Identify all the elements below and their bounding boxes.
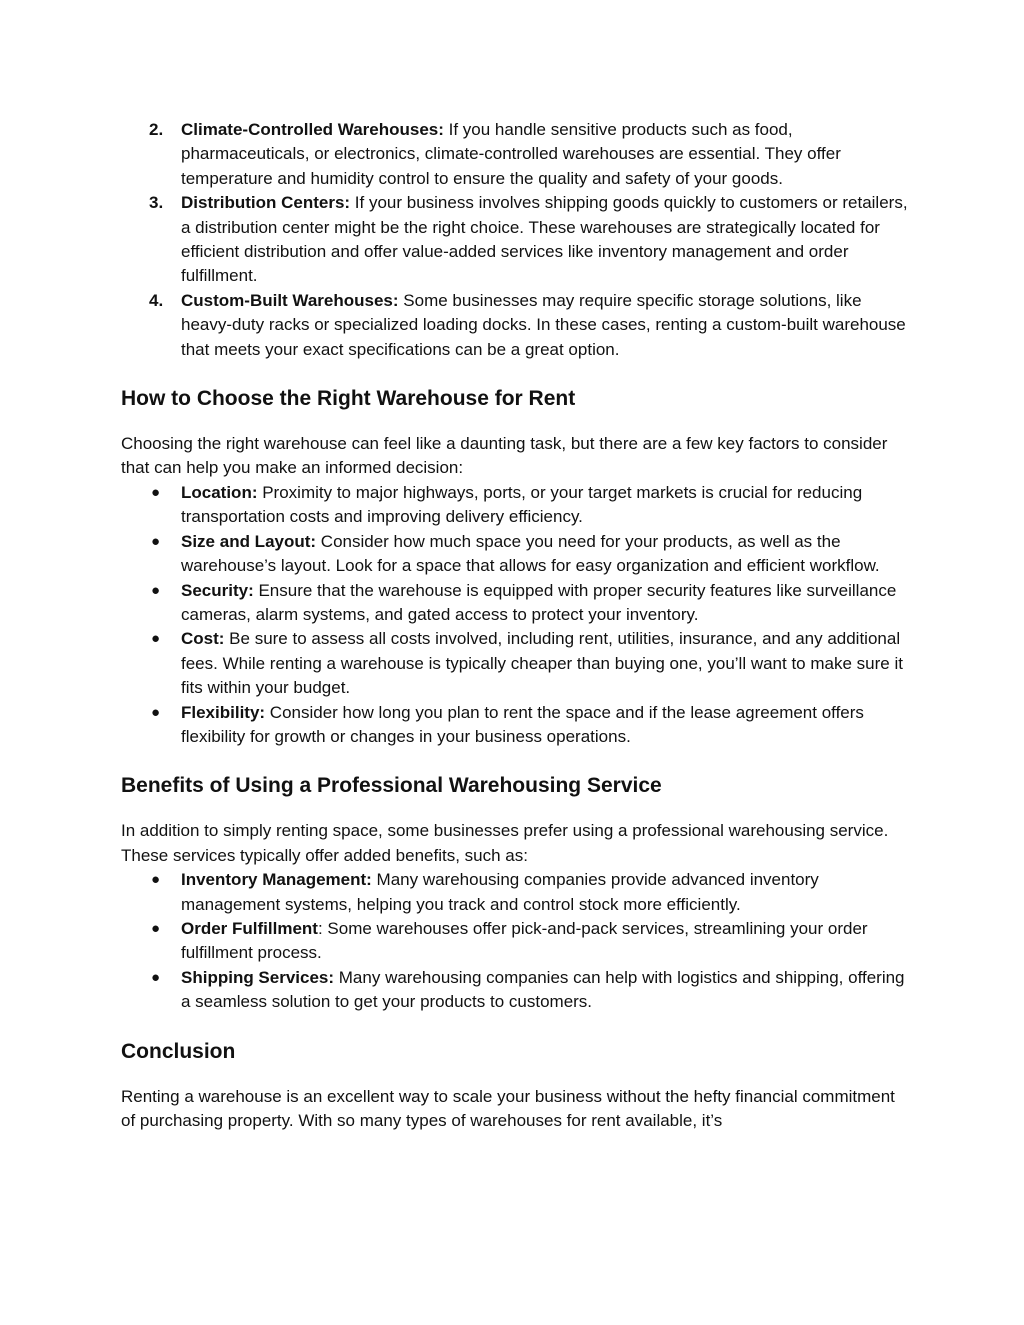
factors-list xyxy=(121,481,911,749)
list-item-term: Inventory Management: xyxy=(181,870,372,890)
list-number: 3. xyxy=(149,193,164,213)
list-item xyxy=(121,701,911,750)
bullet-icon: ● xyxy=(151,871,161,889)
list-item-text: Many warehousing companies provide advanced inventory management systems, helping you track and control stock more efficiently. xyxy=(181,870,819,914)
list-item-term: Order Fulfillment xyxy=(181,918,318,938)
bullet-icon: ● xyxy=(151,483,161,501)
section-heading-conclusion: Conclusion xyxy=(121,1039,236,1063)
bullet-icon: ● xyxy=(151,532,161,550)
section-intro-benefits: In addition to simply renting space, some businesses prefer using a professional warehousing service. These services typically offer added benefits, such as: xyxy=(121,821,889,865)
list-item-term: Climate-Controlled Warehouses: xyxy=(181,120,444,139)
bullet-icon: ● xyxy=(151,703,161,721)
list-number: 2. xyxy=(149,120,164,139)
bullet-icon: ● xyxy=(151,968,161,986)
list-item-term: Security: xyxy=(181,580,254,600)
list-item-text: Some businesses may require specific storage solutions, like heavy-duty racks or specialized loading docks. In these cases, renting a custom-built warehouse that meets your exact specifications can be a great option. xyxy=(181,290,906,359)
list-item xyxy=(121,917,911,966)
list-item xyxy=(121,191,911,289)
benefits-list xyxy=(121,868,911,1014)
list-item xyxy=(121,579,911,628)
list-item-term: Cost: xyxy=(181,629,225,649)
list-item-term: Size and Layout: xyxy=(181,531,317,551)
warehouse-types-list xyxy=(121,118,911,362)
list-item-text: Proximity to major highways, ports, or your target markets is crucial for reducing transportation costs and improving delivery efficiency. xyxy=(181,482,863,527)
list-item xyxy=(121,118,911,191)
bullet-icon: ● xyxy=(151,919,161,937)
list-item-text: If you handle sensitive products such as food, pharmaceuticals, or electronics, climate-controlled warehouses are essential. They offer temperature and humidity control to ensure the quality and safety of your goods. xyxy=(181,120,841,188)
list-item-term: Distribution Centers: xyxy=(181,193,351,213)
document-page xyxy=(121,118,911,1133)
list-item-text: Consider how much space you need for your products, as well as the warehouse’s layout. Look for a space that allows for easy organization and efficient workflow. xyxy=(181,531,880,576)
bullet-icon: ● xyxy=(151,630,161,648)
list-item xyxy=(121,868,911,917)
section-heading-choose: How to Choose the Right Warehouse for Rent xyxy=(121,387,576,411)
list-item-text: : Some warehouses offer pick-and-pack services, streamlining your order fulfillment process. xyxy=(181,918,868,963)
section-intro-choose: Choosing the right warehouse can feel like a daunting task, but there are a few key factors to consider that can help you make an informed decision: xyxy=(121,434,888,478)
list-item-term: Shipping Services: xyxy=(181,967,335,987)
list-item-term: Flexibility: xyxy=(181,702,266,722)
list-item xyxy=(121,627,911,700)
bullet-icon: ● xyxy=(151,581,161,599)
list-item xyxy=(121,966,911,1015)
list-item-text: Many warehousing companies can help with logistics and shipping, offering a seamless solution to get your products to customers. xyxy=(181,967,905,1012)
list-item-text: If your business involves shipping goods quickly to customers or retailers, a distribution center might be the right choice. These warehouses are strategically located for efficient distribution and offer value-added services like inventory management and order fulfillment. xyxy=(181,193,908,286)
list-item-term: Custom-Built Warehouses: xyxy=(181,290,399,310)
list-item xyxy=(121,530,911,579)
conclusion-paragraph: Renting a warehouse is an excellent way to scale your business without the hefty financial commitment of purchasing property. With so many types of warehouses for rent available, it’s xyxy=(121,1086,895,1130)
section-heading-benefits: Benefits of Using a Professional Warehousing Service xyxy=(121,774,662,798)
list-item xyxy=(121,289,911,362)
list-item-text: Ensure that the warehouse is equipped with proper security features like surveillance cameras, alarm systems, and gated access to protect your inventory. xyxy=(181,580,897,624)
list-item-term: Location: xyxy=(181,482,258,502)
list-item-text: Consider how long you plan to rent the space and if the lease agreement offers flexibility for growth or changes in your business operations. xyxy=(181,702,864,746)
list-item xyxy=(121,481,911,530)
list-number: 4. xyxy=(149,290,164,310)
list-item-text: Be sure to assess all costs involved, including rent, utilities, insurance, and any additional fees. While renting a warehouse is typically cheaper than buying one, you’ll want to make sure it fits within your budget. xyxy=(181,629,903,698)
